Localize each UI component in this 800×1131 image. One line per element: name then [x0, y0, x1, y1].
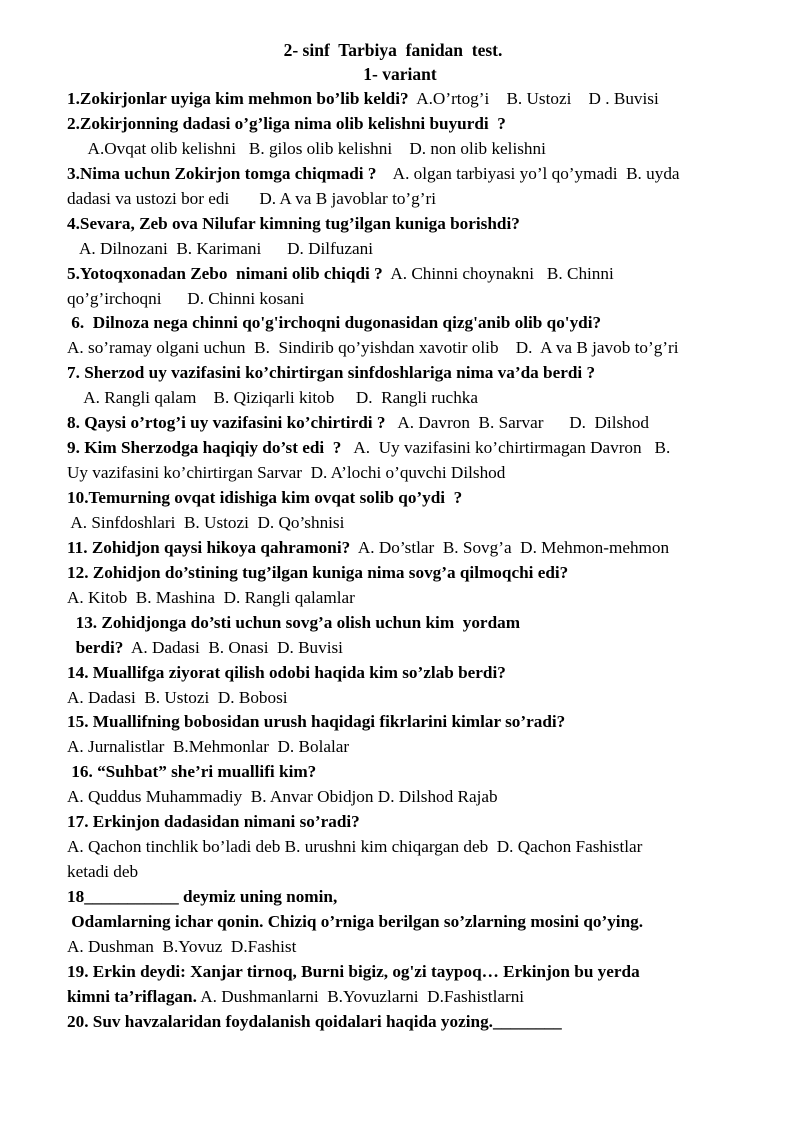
answer-options: A. Jurnalistlar B.Mehmonlar D. Bolalar: [67, 737, 350, 757]
text-line: [67, 486, 757, 511]
question-text: 12. Zohidjon do’stining tug’ilgan kuniga nima sovg’a qilmoqchi edi?: [67, 562, 569, 582]
text-line: [67, 910, 757, 935]
question-text: 3.Nima uchun Zokirjon tomga chiqmadi ?: [67, 163, 377, 183]
question-text: 4.Sevara, Zeb ova Nilufar kimning tug’ilgan kuniga borishdi?: [67, 213, 520, 233]
answer-options: ketadi deb: [67, 862, 139, 882]
text-line: [67, 511, 757, 536]
text-line: [67, 661, 757, 686]
text-line: [67, 336, 757, 361]
text-line: [67, 561, 757, 586]
answer-options: A. Rangli qalam B. Qiziqarli kitob D. Rangli ruchka: [67, 388, 479, 408]
text-line: [67, 611, 757, 636]
text-line: [67, 187, 757, 212]
answer-options: A. Quddus Muhammadiy B. Anvar Obidjon D. Dilshod Rajab: [67, 787, 498, 807]
question-text: 14. Muallifga ziyorat qilish odobi haqida kim so’zlab berdi?: [67, 662, 506, 682]
text-line: [67, 935, 757, 960]
question-text: 2.Zokirjonning dadasi o’g’liga nima olib kelishni buyurdi ?: [67, 113, 506, 133]
question-text: 9. Kim Sherzodga haqiqiy do’st edi ?: [67, 438, 342, 458]
text-line: [67, 212, 757, 237]
question-text: berdi?: [67, 637, 124, 657]
question-text: 20. Suv havzalaridan foydalanish qoidalari haqida yozing.________: [67, 1011, 562, 1031]
question-text: 13. Zohidjonga do’sti uchun sovg’a olish uchun kim yordam: [67, 612, 521, 632]
answer-options: A. Qachon tinchlik bo’ladi deb B. urushni kim chiqargan deb D. Qachon Fashistlar: [67, 837, 643, 857]
question-text: 7. Sherzod uy vazifasini ko’chirtirgan sinfdoshlariga nima va’da berdi ?: [67, 363, 596, 383]
text-line: [67, 87, 757, 112]
question-text: 17. Erkinjon dadasidan nimani so’radi?: [67, 812, 360, 832]
question-text: 6. Dilnoza nega chinni qo'g'irchoqni dugonasidan qizg'anib olib qo'ydi?: [67, 313, 602, 333]
question-text: 5.Yotoqxonadan Zebo nimani olib chiqdi ?: [67, 263, 383, 283]
question-text: 11. Zohidjon qaysi hikoya qahramoni?: [67, 537, 351, 557]
answer-options: A.O’rtog’i B. Ustozi D . Buvisi: [408, 89, 659, 108]
question-text: kimni ta’riflagan.: [67, 986, 197, 1006]
text-line: [67, 760, 757, 785]
text-line: [67, 735, 757, 760]
answer-options: A. Dilnozani B. Karimani D. Dilfuzani: [67, 238, 373, 258]
question-text: 8. Qaysi o’rtog’i uy vazifasini ko’chirtirdi ?: [67, 413, 386, 433]
question-text: 19. Erkin deydi: Xanjar tirnoq, Burni bigiz, og'zi taypoq… Erkinjon bu yerda: [67, 961, 640, 981]
question-text: 1.Zokirjonlar uyiga kim mehmon bo’lib keldi?: [67, 89, 409, 108]
question-text: Odamlarning ichar qonin. Chiziq o’rniga berilgan so’zlarning mosini qo’ying.: [67, 911, 644, 931]
answer-options: A. Davron B. Sarvar D. Dilshod: [385, 413, 649, 433]
answer-options: dadasi va ustozi bor edi D. A va B javoblar to’g’ri: [67, 188, 436, 208]
text-line: [67, 386, 757, 411]
text-line: [67, 112, 757, 137]
answer-options: qo’g’irchoqni D. Chinni kosani: [67, 288, 305, 308]
question-text: 10.Temurning ovqat idishiga kim ovqat solib qo’ydi ?: [67, 488, 463, 507]
text-line: [67, 960, 757, 985]
text-line: [67, 710, 757, 735]
text-line: [67, 137, 757, 162]
text-line: [67, 810, 757, 835]
text-line: [67, 461, 757, 486]
text-line: [67, 785, 757, 810]
text-line: [67, 636, 757, 661]
text-line: [67, 361, 757, 386]
answer-options: A. Dushmanlarni B.Yovuzlarni D.Fashistlarni: [196, 986, 525, 1006]
answer-options: A. Chinni choynakni B. Chinni: [382, 263, 614, 283]
text-line: [67, 686, 757, 711]
text-line: [67, 1010, 757, 1035]
answer-options: A. so’ramay olgani uchun B. Sindirib qo’yishdan xavotir olib D. A va B javob to’g’ri: [67, 338, 679, 358]
question-list: [67, 87, 757, 1035]
text-line: [67, 162, 757, 187]
answer-options: A. Do’stlar B. Sovg’a D. Mehmon-mehmon: [350, 537, 670, 557]
text-line: [67, 262, 757, 287]
text-line: [67, 411, 757, 436]
text-line: [67, 985, 757, 1010]
text-line: [67, 536, 757, 561]
text-line: [67, 586, 757, 611]
answer-options: A. Uy vazifasini ko’chirtirmagan Davron B.: [341, 438, 671, 458]
question-text: 15. Muallifning bobosidan urush haqidagi fikrlarini kimlar so’radi?: [67, 712, 566, 732]
answer-options: A. Sinfdoshlari B. Ustozi D. Qo’shnisi: [67, 512, 345, 532]
page-title: 2- sinf Tarbiya fanidan test.: [283, 40, 503, 60]
text-line: [67, 835, 757, 860]
text-line: [67, 237, 757, 262]
text-line: [67, 860, 757, 885]
answer-options: A. Kitob B. Mashina D. Rangli qalamlar: [67, 587, 355, 607]
answer-options: A. Dushman B.Yovuz D.Fashist: [67, 936, 297, 956]
answer-options: A. olgan tarbiyasi yo’l qo’ymadi B. uyda: [376, 163, 680, 183]
text-line: [67, 885, 757, 910]
text-line: [67, 436, 757, 461]
text-line: [67, 311, 757, 336]
question-text: 16. “Suhbat” she’ri muallifi kim?: [67, 762, 317, 782]
variant-label: 1- variant: [363, 64, 437, 84]
answer-options: Uy vazifasini ko’chirtirgan Sarvar D. A’lochi o’quvchi Dilshod: [67, 463, 506, 483]
answer-options: A. Dadasi B. Onasi D. Buvisi: [123, 637, 343, 657]
text-line: [67, 287, 757, 312]
answer-options: A. Dadasi B. Ustozi D. Bobosi: [67, 687, 288, 707]
answer-options: A.Ovqat olib kelishni B. gilos olib kelishni D. non olib kelishni: [67, 138, 546, 158]
question-text: 18___________ deymiz uning nomin,: [67, 887, 338, 906]
